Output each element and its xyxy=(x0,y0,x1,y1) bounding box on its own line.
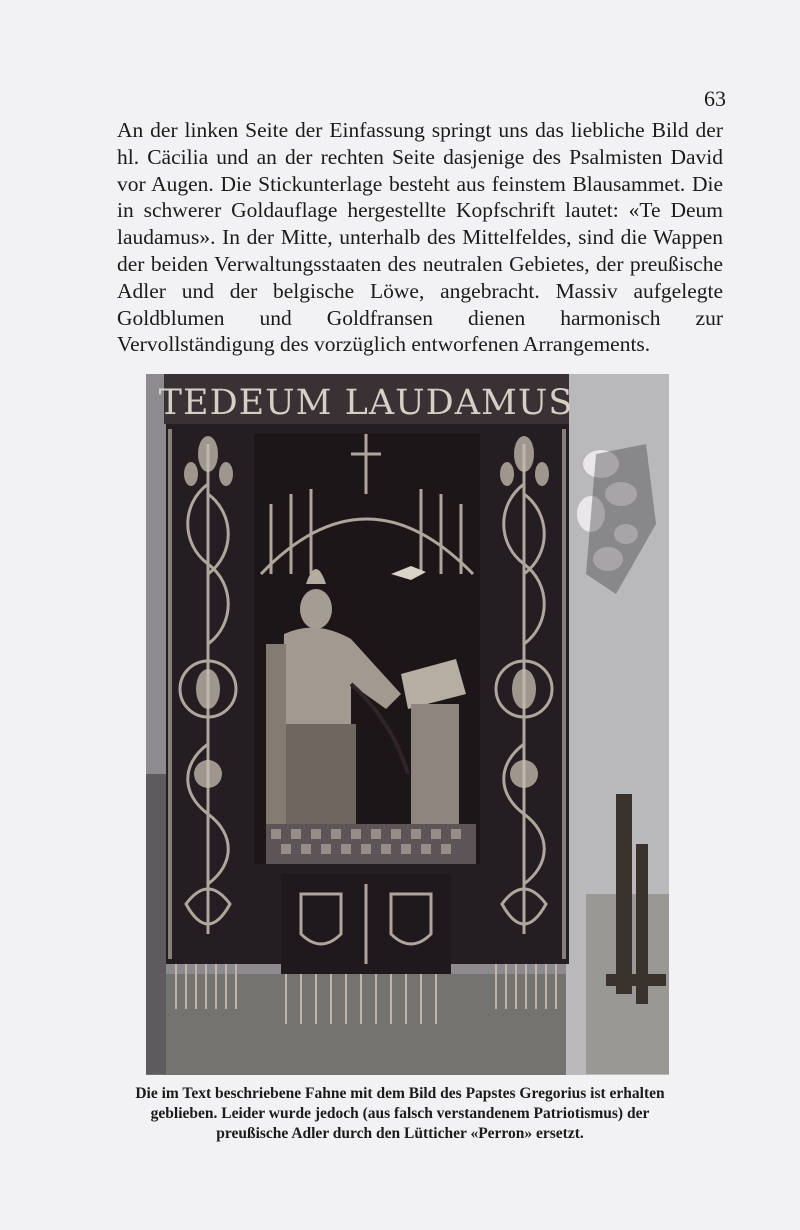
page-number: 63 xyxy=(704,86,726,111)
banner-photo xyxy=(146,374,669,1075)
caption-line-3: preußische Adler durch den Lütticher «Perron» ersetzt. xyxy=(216,1125,584,1142)
caption-line-2: geblieben. Leider wurde jedoch (aus falsch verstandenem Patriotismus) der xyxy=(150,1105,650,1122)
caption-line-1: Die im Text beschriebene Fahne mit dem Bild des Papstes Gregorius ist erhalten xyxy=(135,1085,665,1102)
banner-header-text: TEDEUM LAUDAMUS xyxy=(158,383,574,423)
body-paragraph: An der linken Seite der Einfassung springt uns das liebliche Bild der hl. Cäcilia und an der rechten Seite dasjenige des Psalmisten David vor Augen. Die Stickunterlage besteht aus feinstem Blausammet. Die in schwerer Goldauflage hergestellte Kopfschrift lautet: «Te Deum laudamus». In der Mitte, unterhalb des Mittelfeldes, sind die Wappen der beiden Verwaltungsstaaten des neutralen Gebietes, der preußische Adler und der belgische Löwe, angebracht. Massiv aufgelegte Goldblumen und Goldfransen dienen harmonisch zur Vervollständigung des vorzüglich entworfenen Arrangements. xyxy=(117,118,723,357)
photo-caption xyxy=(70,1084,730,1144)
